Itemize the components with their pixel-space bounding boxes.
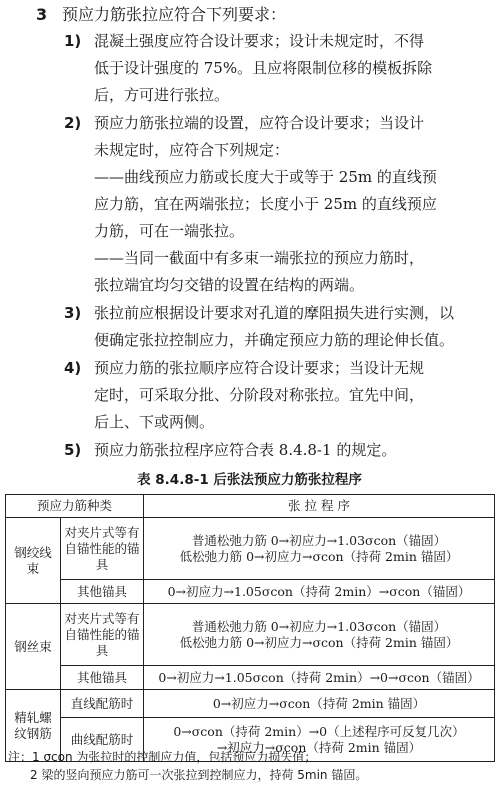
procedure-line: 0→σcon（持荷 2min）→0（上述程序可反复几次） <box>173 723 465 739</box>
sub-rule-line: ——曲线预应力筋或长度大于或等于 25m 的直线预 <box>94 168 437 186</box>
procedure-line: →初应力→σcon（持荷 2min 锚固） <box>216 739 422 755</box>
anchor-type-cell: 其他锚具 <box>61 580 144 604</box>
table-row <box>6 604 495 666</box>
table-title: 表 8.4.8-1 后张法预应力筋张拉程序 <box>137 472 362 488</box>
requirement-item-2 <box>64 110 492 299</box>
item-text-line: 定时，可采取分批、分阶段对称张拉。宜先中间， <box>94 386 425 404</box>
section-title: 预应力筋张拉应符合下列要求： <box>62 5 287 24</box>
sub-rule-line: 应力筋，宜在两端张拉；长度小于 25m 的直线预应 <box>94 195 437 213</box>
item-text-line: 混凝土强度应符合设计要求；设计未规定时，不得 <box>94 32 425 50</box>
procedure-cell <box>144 518 495 580</box>
table-notes <box>8 748 367 784</box>
tendon-type-cell: 钢绞线束 <box>6 518 61 604</box>
requirement-item-5 <box>64 437 492 464</box>
procedure-line: 低松弛力筋 0→初应力→σcon（持荷 2min 锚固） <box>179 548 459 564</box>
requirement-item-1 <box>64 28 492 109</box>
procedure-line: 普通松弛力筋 0→初应力→1.03σcon（锚固） <box>191 618 447 634</box>
header-procedure: 张 拉 程 序 <box>144 495 495 518</box>
tendon-type-cell: 钢丝束 <box>6 604 61 690</box>
item-text-line: 低于设计强度的 75%。且应将限制位移的模板拆除 <box>94 59 433 77</box>
item-index: 5) <box>64 441 82 459</box>
procedure-line: 0→初应力→1.05σcon（持荷 2min）→0→σcon（锚固） <box>158 669 480 685</box>
section-number: 3 <box>36 5 48 24</box>
item-index: 2) <box>64 114 82 132</box>
sub-rule-line: 力筋，可在一端张拉。 <box>94 222 245 240</box>
table-row <box>6 518 495 580</box>
item-text-line: 张拉前应根据设计要求对孔道的摩阻损失进行实测，以 <box>94 304 455 322</box>
item-index: 4) <box>64 359 82 377</box>
table-header-row <box>6 495 495 518</box>
anchor-type-cell: 其他锚具 <box>61 666 144 690</box>
item-text-line: 预应力筋的张拉顺序应符合设计要求；当设计无规 <box>94 359 425 377</box>
anchor-type-cell: 对夹片式等有自锚性能的锚具 <box>61 518 144 580</box>
table-row <box>6 690 495 718</box>
section-heading <box>36 2 286 28</box>
tendon-type-cell: 精轧螺纹钢筋 <box>6 690 61 762</box>
procedure-cell <box>144 666 495 690</box>
item-text-line: 后，方可进行张拉。 <box>94 86 230 104</box>
requirement-item-4 <box>64 355 492 436</box>
procedure-line: 低松弛力筋 0→初应力→σcon（持荷 2min 锚固） <box>179 634 459 650</box>
item-text-line: 预应力筋张拉程序应符合表 8.4.8-1 的规定。 <box>94 441 397 459</box>
requirement-item-3 <box>64 300 492 354</box>
note-line: 注：1 σcon 为张拉时的控制应力值，包括预应力损失值； <box>8 750 317 764</box>
note-line: 2 梁的竖向预应力筋可一次张拉到控制应力，持荷 5min 锚固。 <box>30 768 368 782</box>
tensioning-procedure-table <box>5 494 495 762</box>
procedure-line: 普通松弛力筋 0→初应力→1.03σcon（锚固） <box>191 532 447 548</box>
procedure-cell <box>144 690 495 718</box>
header-tendon-type: 预应力筋种类 <box>6 495 144 518</box>
procedure-cell <box>144 580 495 604</box>
procedure-line: 0→初应力→σcon（持荷 2min 锚固） <box>212 695 426 711</box>
item-index: 3) <box>64 304 82 322</box>
procedure-cell <box>144 604 495 666</box>
anchor-type-cell: 曲线配筋时 <box>61 718 144 762</box>
item-text-line: 后上、下或两侧。 <box>94 413 215 431</box>
anchor-type-cell: 直线配筋时 <box>61 690 144 718</box>
sub-rule-line: 张拉端宜均匀交错的设置在结构的两端。 <box>94 276 365 294</box>
table-row <box>6 666 495 690</box>
procedure-line: 0→初应力→1.05σcon（持荷 2min）→σcon（锚固） <box>167 583 471 599</box>
item-index: 1) <box>64 32 82 50</box>
anchor-type-cell: 对夹片式等有自锚性能的锚具 <box>61 604 144 666</box>
item-text-line: 便确定张拉控制应力，并确定预应力筋的理论伸长值。 <box>94 331 455 349</box>
item-text-line: 预应力筋张拉端的设置，应符合设计要求；当设计 <box>94 114 425 132</box>
item-text-line: 未规定时，应符合下列规定： <box>94 141 290 159</box>
table-row <box>6 580 495 604</box>
sub-rule-line: ——当同一截面中有多束一端张拉的预应力筋时， <box>94 249 425 267</box>
